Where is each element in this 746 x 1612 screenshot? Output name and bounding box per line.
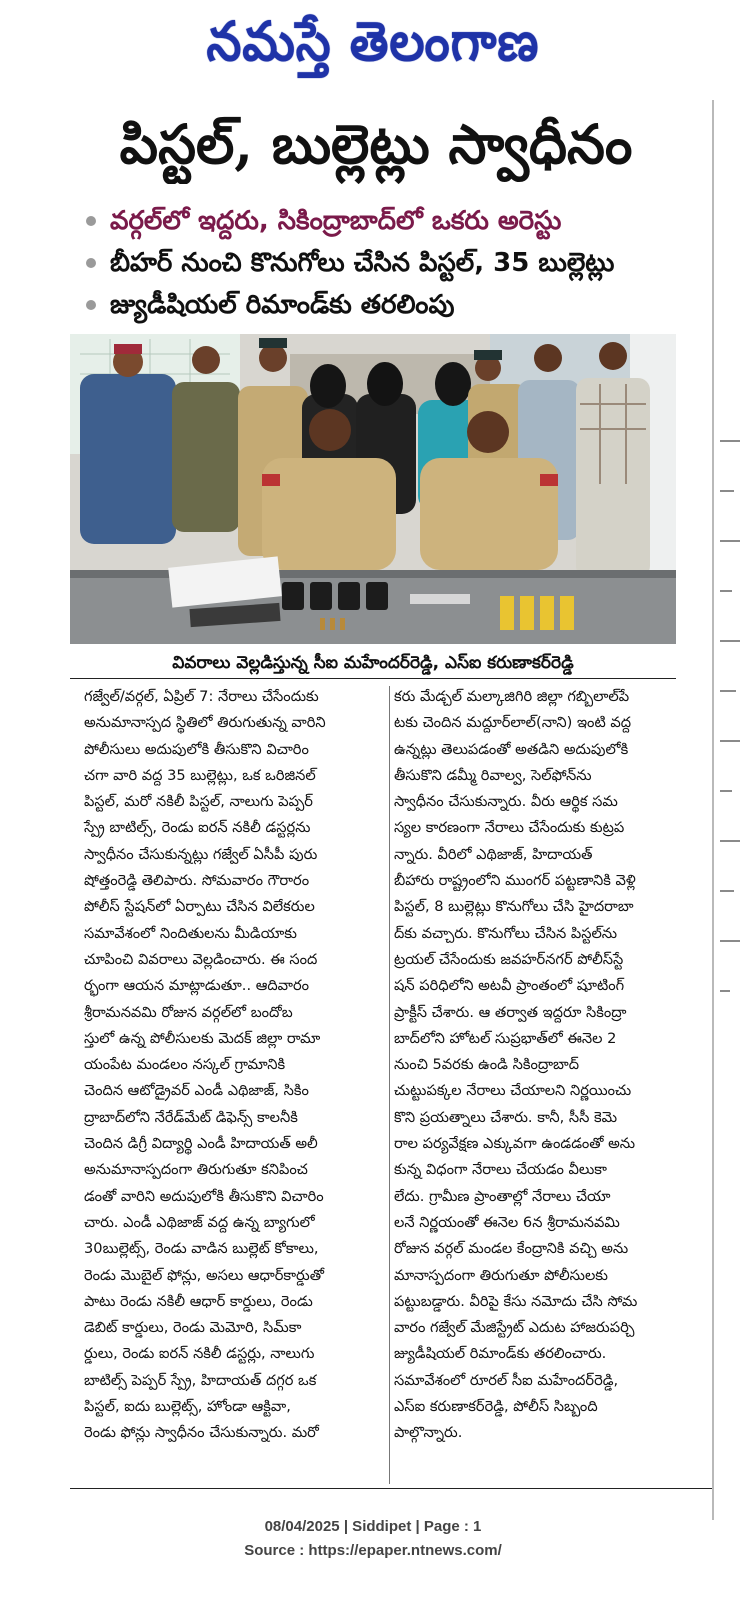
article-line: కున్న విధంగా నేరాలు చేయడం వీలుకా: [394, 1161, 607, 1179]
article-line: ట్రయల్ చేసేందుకు జవహర్‌నగర్ పోలీస్‌స్టే: [394, 950, 624, 968]
article-line: చగా వారి వద్ద 35 బుల్లెట్లు, ఒక ఒరిజినల్: [84, 766, 316, 784]
highlight-bullet: [82, 200, 712, 242]
article-line: బీహారు రాష్ట్రంలోని ముంగర్ పట్టణానికి వెళ్లి: [394, 872, 636, 890]
bullet-dot-icon: [86, 216, 96, 226]
article-line: బాటిల్స్ పెప్పర్ స్ప్రే, హిదాయత్ దగ్గర ఒక: [84, 1371, 317, 1389]
highlight-text: బీహర్ నుంచి కొనుగోలు చేసిన పిస్టల్, 35 బుల్లెట్లు: [110, 248, 615, 278]
article-line: జ్యుడీషియల్ రిమాండ్‌కు తరలించారు.: [394, 1345, 607, 1363]
article-line: పట్టుబడ్డారు. వీరిపై కేసు నమోదు చేసి సోమ: [394, 1292, 638, 1310]
article-line: రెండు మొబైల్ ఫోన్లు, అసలు ఆధార్‌కార్డుతో: [84, 1266, 324, 1284]
article-line: ద్రాబాద్‌లోని నేరేడ్‌మేట్ డిఫెన్స్ కాలనీకి: [84, 1108, 298, 1126]
footer-source-link[interactable]: Source : https://epaper.ntnews.com/: [244, 1542, 502, 1559]
article-line: లేదు. గ్రామీణ ప్రాంతాల్లో నేరాలు చేయా: [394, 1187, 611, 1205]
footer-date-edition: 08/04/2025 | Siddipet | Page : 1: [264, 1518, 482, 1535]
article-line: పిస్టల్, ఐదు బుల్లెట్స్, హోండా ఆక్టివా,: [84, 1398, 291, 1416]
article-line: 30బుల్లెట్స్, రెండు వాడిన బుల్లెట్ కోకాలు,: [84, 1240, 319, 1258]
article-line: బాద్‌లోని హోటల్ సుప్రభాత్‌లో ఈనెల 2: [394, 1029, 617, 1047]
article-line: సమావేశంలో రూరల్ సీఐ మహేందర్‌రెడ్డి,: [394, 1371, 619, 1389]
article-line: షోత్తంరెడ్డి తెలిపారు. సోమవారం గౌరారం: [84, 872, 310, 890]
article-line: పాటు రెండు నకిలీ ఆధార్ కార్డులు, రెండు: [84, 1292, 313, 1310]
article-line: డంతో వారిని అదుపులోకి తీసుకొని విచారిం: [84, 1187, 324, 1205]
article-line: స్వాధీనం చేసుకున్నారు. వీరు ఆర్థిక సమ: [394, 793, 618, 811]
article-line: ర్డులు, రెండు ఐరన్ నకిలీ డస్టర్లు, నాలుగు: [84, 1345, 315, 1363]
article-line: లనే నిర్ణయంతో ఈనెల 6న శ్రీరామనవమి: [394, 1213, 620, 1231]
article-column-left: [84, 684, 396, 1447]
article-line: ద్‌కు వచ్చారు. కొనుగోలు చేసిన పిస్టల్‌ను: [394, 924, 618, 942]
article-line: చారు. ఎండీ ఎథిజాజ్ వద్ద ఉన్న బ్యాగులో: [84, 1213, 315, 1231]
bullet-dot-icon: [86, 258, 96, 268]
article-line: తీసుకొని డమ్మీ రివాల్వ, సెల్‌ఫోన్‌ను: [394, 766, 592, 784]
article-line: టకు చెందిన మద్దూర్‌లాల్(నాని) ఇంటి వద్ద: [394, 714, 632, 732]
column-divider: [389, 686, 390, 1484]
article-line: రోజున వర్గల్ మండల కేంద్రానికి వచ్చి అను: [394, 1240, 629, 1258]
highlight-bullet: [82, 284, 712, 326]
article-line: స్యల కారణంగా నేరాలు చేసేందుకు కుట్రప: [394, 819, 625, 837]
highlight-bullets: [82, 200, 712, 326]
adjacent-article-edge: [720, 430, 746, 1020]
article-line: ప్రాక్టీస్ చేశారు. ఆ తర్వాత ఇద్దరూ సికింద్రా: [394, 1003, 627, 1021]
bullet-dot-icon: [86, 300, 96, 310]
article-line: చూపించి వివరాలు వెల్లడించారు. ఈ సంద: [84, 950, 318, 968]
article-line: చెందిన డిగ్రీ విద్యార్థి ఎండీ హిదాయత్ అలీ: [84, 1135, 318, 1153]
article-line: కొని ప్రయత్నాలు చేశారు. కానీ, సీసీ కెమె: [394, 1108, 618, 1126]
news-photo: [70, 334, 676, 644]
article-line: పాల్గొన్నారు.: [394, 1424, 463, 1442]
article-line: యంపేట మండలం నస్కల్ గ్రామానికి: [84, 1056, 286, 1074]
article-line: పోలీస్ స్టేషన్‌లో ఏర్పాటు చేసిన విలేకరుల: [84, 898, 315, 916]
article-line: న్నారు. వీరిలో ఎథిజాజ్, హిదాయత్: [394, 845, 593, 863]
article-line: రెండు ఫోన్లు స్వాధీనం చేసుకున్నారు. మరో: [84, 1424, 319, 1442]
article-line: ఎస్‌ఐ కరుణాకర్‌రెడ్డి, పోలీస్ సిబ్బంది: [394, 1398, 598, 1416]
news-photo-illustration: [70, 334, 676, 644]
highlight-text: జ్యుడీషియల్ రిమాండ్‌కు తరలింపు: [110, 290, 455, 320]
article-line: గజ్వేల్/వర్గల్, ఏప్రిల్ 7: నేరాలు చేసేందుకు: [84, 688, 319, 705]
article-line: పిస్టల్, 8 బుల్లెట్లు కొనుగోలు చేసి హైదరాబా: [394, 898, 634, 916]
article-headline: పిస్టల్, బుల్లెట్లు స్వాధీనం: [119, 112, 633, 176]
article-line: షన్ పరిధిలోని అటవీ ప్రాంతంలో షూటింగ్: [394, 977, 625, 995]
article-line: స్ప్రే బాటిల్స్, రెండు ఐరన్ నకిలీ డస్టర్లను: [84, 819, 311, 837]
highlight-bullet: [82, 242, 712, 284]
article-line: రాల పర్యవేక్షణ ఎక్కువగా ఉండడంతో అను: [394, 1135, 636, 1153]
article-line: అనుమానాస్పదంగా తిరుగుతూ కనిపించ: [84, 1161, 308, 1179]
article-line: సమావేశంలో నిందితులను మీడియాకు: [84, 924, 297, 942]
article-column-right: [394, 684, 706, 1447]
article-line: ర్భంగా ఆయన మాట్లాడుతూ.. ఆదివారం: [84, 977, 310, 995]
article-line: అనుమానాస్పద స్థితిలో తిరుగుతున్న వారిని: [84, 714, 326, 732]
article-line: డెబిట్ కార్డులు, రెండు మెమోరి, సిమ్‌కా: [84, 1319, 302, 1337]
article-line: పోలీసులు అదుపులోకి తీసుకొని విచారిం: [84, 740, 309, 758]
highlight-text: వర్గల్‌లో ఇద్దరు, సికింద్రాబాద్‌లో ఒకరు అరెస్టు: [110, 206, 562, 236]
article-line: శ్రీరామనవమి రోజున వర్గల్‌లో బందోబ: [84, 1003, 293, 1021]
article-line: కరు మేడ్చల్ మల్కాజిగిరి జిల్లా గబ్బిలాల్‌పే: [394, 688, 630, 705]
article-line: స్వాధీనం చేసుకున్నట్లు గజ్వేల్ ఏసీపీ పురు: [84, 845, 318, 863]
article-line: చెందిన ఆటోడ్రైవర్ ఎండీ ఎథిజాజ్, సికిం: [84, 1082, 309, 1100]
article-line: వారం గజ్వేల్ మేజిస్ట్రేట్ ఎదుట హాజరుపర్చి: [394, 1319, 635, 1337]
article-line: ఉన్నట్లు తెలుపడంతో అతడిని అదుపులోకి: [394, 740, 629, 758]
page-bottom-rule: [70, 1488, 712, 1489]
article-line: చుట్టుపక్కల నేరాలు చేయాలని నిర్ణయించు: [394, 1082, 632, 1100]
newspaper-masthead: [0, 0, 746, 84]
article-line: మానాస్పదంగా తిరుగుతూ పోలీసులకు: [394, 1266, 608, 1284]
article-line: స్తులో ఉన్న పోలీసులకు మెదక్ జిల్లా రామా: [84, 1029, 321, 1047]
masthead-title: నమస్తే తెలంగాణ: [206, 9, 540, 73]
right-column-divider: [712, 100, 714, 1520]
article-line: పిస్టల్, మరో నకిలీ పిస్టల్, నాలుగు పెప్పర్: [84, 793, 313, 811]
photo-caption: వివరాలు వెల్లడిస్తున్న సీఐ మహేందర్‌రెడ్డి, ఎస్‌ఐ కరుణాకర్‌రెడ్డి: [70, 648, 676, 679]
article-line: నుంచి 5వరకు ఉండి సికింద్రాబాద్: [394, 1056, 580, 1074]
